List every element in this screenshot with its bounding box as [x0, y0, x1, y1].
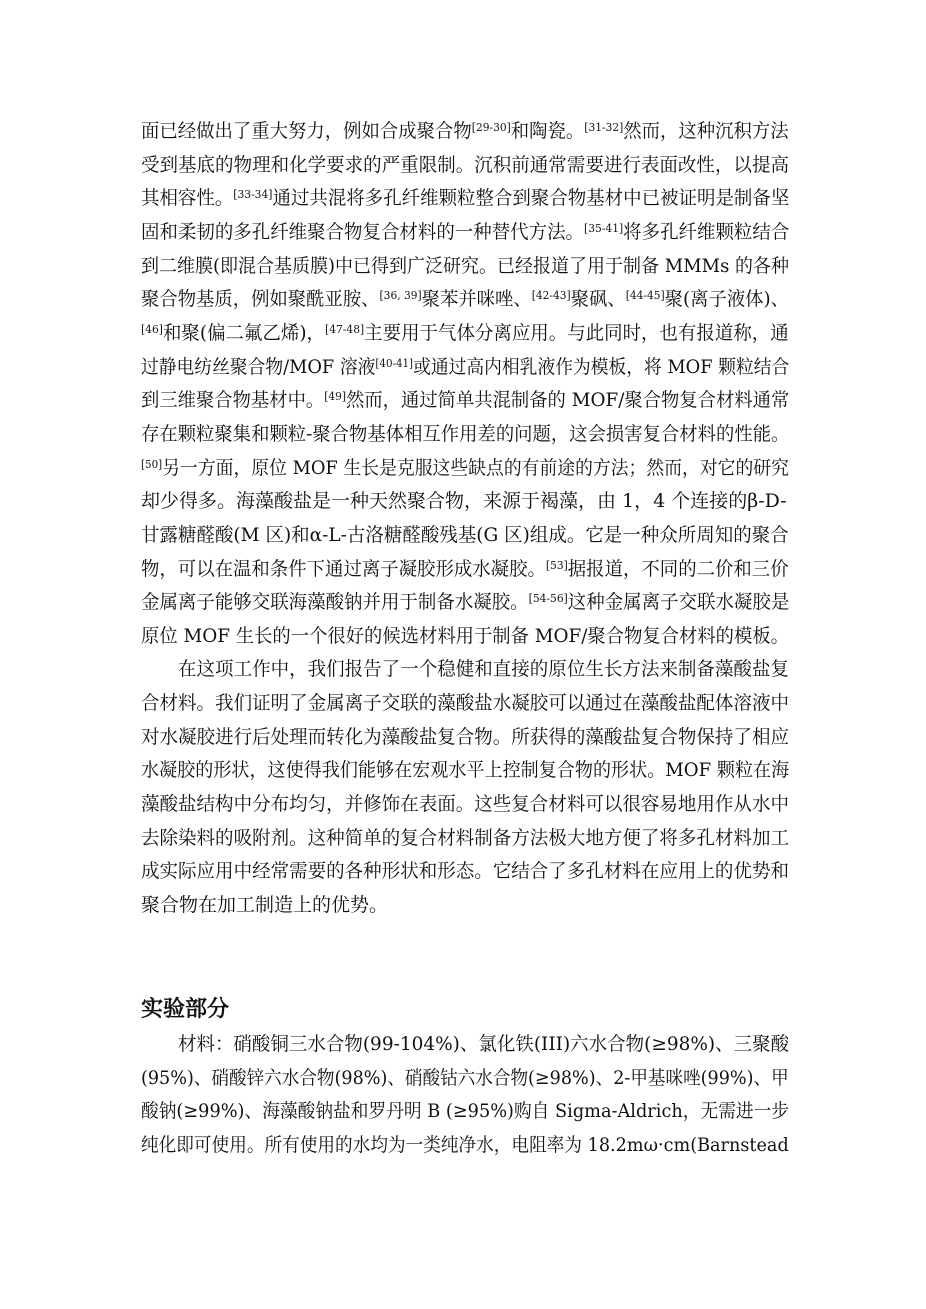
- text-run: 然而，通过简单共混制备的 MOF/聚合物复合材料通常: [346, 389, 790, 412]
- text-run: 这种金属离子交联水凝胶是: [567, 591, 790, 614]
- citation-ref: [36, 39]: [379, 289, 422, 303]
- text-line: [141, 552, 789, 586]
- text-run: 其相容性。: [141, 187, 234, 210]
- text-line: [141, 686, 789, 720]
- citation-ref: [35-41]: [584, 221, 624, 235]
- text-line: [141, 148, 789, 182]
- citation-ref: [54-56]: [528, 592, 568, 606]
- text-line: [141, 181, 789, 215]
- text-run: 在这项工作中，我们报告了一个稳健和直接的原位生长方法来制备藻酸盐复: [141, 658, 789, 681]
- text-line: [141, 417, 789, 451]
- text-line: [141, 1027, 789, 1061]
- text-run: 酸钠(≥99%)、海藻酸钠盐和罗丹明 B (≥95%)购自 Sigma-Aldrich，无需进一步: [141, 1100, 790, 1123]
- text-run: 藻酸盐结构中分布均匀，并修饰在表面。这些复合材料可以很容易地用作从水中: [141, 793, 789, 815]
- text-line: [141, 249, 789, 283]
- text-run: 物，可以在温和条件下通过离子凝胶形成水凝胶。: [141, 557, 546, 580]
- citation-ref: [42-43]: [531, 289, 571, 303]
- section-heading: 实验部分: [141, 997, 230, 1022]
- text-run: 固和柔韧的多孔纤维聚合物复合材料的一种替代方法。: [141, 220, 585, 243]
- citation-ref: [50]: [141, 457, 163, 471]
- citation-ref: [29-30]: [471, 121, 511, 134]
- text-run: 存在颗粒聚集和颗粒-聚合物基体相互作用差的问题，这会损害复合材料的性能。: [141, 422, 790, 445]
- text-line: [141, 652, 789, 686]
- text-line: [141, 114, 789, 148]
- text-line: [141, 316, 789, 350]
- text-run: 去除染料的吸附剂。这种简单的复合材料制备方法极大地方便了将多孔材料加工: [141, 826, 789, 849]
- text-line: [141, 787, 789, 821]
- text-run: 和陶瓷。: [510, 120, 585, 142]
- text-line: [141, 888, 388, 922]
- text-run: 水凝胶的形状，这使得我们能够在宏观水平上控制复合物的形状。MOF 颗粒在海: [141, 759, 790, 782]
- text-run: 纯化即可使用。所有使用的水均为一类纯净水，电阻率为 18.2mω·cm(Barnstead: [141, 1134, 789, 1156]
- text-run: 到三维聚合物基材中。: [141, 389, 325, 412]
- text-line: [141, 720, 789, 754]
- text-line: [141, 350, 789, 384]
- text-run: 据报道，不同的二价和三价: [567, 557, 789, 580]
- text-run: 金属离子能够交联海藻酸钠并用于制备水凝胶。: [141, 591, 529, 614]
- text-line: [141, 451, 789, 485]
- citation-ref: [49]: [324, 390, 347, 404]
- text-run: 甘露糖醛酸(M 区)和α-L-古洛糖醛酸残基(G 区)组成。它是一种众所周知的聚合: [141, 523, 789, 546]
- text-run: 原位 MOF 生长的一个很好的候选材料用于制备 MOF/聚合物复合材料的模板。: [141, 624, 789, 647]
- text-run: 聚砜、: [570, 288, 626, 311]
- text-line: [141, 1061, 789, 1095]
- text-run: 另一方面，原位 MOF 生长是克服这些缺点的有前途的方法；然而，对它的研究: [162, 456, 789, 479]
- citation-ref: [31-32]: [584, 121, 624, 134]
- text-run: 通过共混将多孔纤维颗粒整合到聚合物基材中已被证明是制备坚: [272, 187, 790, 210]
- text-line: [141, 753, 789, 787]
- text-line: [141, 518, 789, 552]
- text-run: 主要用于气体分离应用。与此同时，也有报道称，通: [364, 321, 789, 344]
- citation-ref: [33-34]: [233, 188, 273, 202]
- text-run: 过静电纺丝聚合物/MOF 溶液: [141, 355, 376, 378]
- text-run: (95%)、硝酸锌六水合物(98%)、硝酸钴六水合物(≥98%)、2-甲基咪唑(99%)、甲: [141, 1066, 789, 1089]
- citation-ref: [46]: [141, 322, 163, 336]
- text-run: 却少得多。海藻酸盐是一种天然聚合物，来源于褐藻，由 1，4 个连接的β-D-: [141, 490, 787, 513]
- text-line: [141, 215, 789, 249]
- citation-ref: [47-48]: [325, 322, 365, 336]
- text-run: 聚合物基质，例如聚酰亚胺、: [141, 288, 380, 311]
- text-line: [141, 1128, 789, 1162]
- text-run: 然而，这种沉积方法: [623, 120, 789, 142]
- text-run: 和聚(偏二氟乙烯)，: [162, 321, 326, 344]
- text-line: [141, 383, 789, 417]
- citation-ref: [53]: [545, 558, 568, 572]
- text-line: [141, 854, 789, 888]
- text-run: 对水凝胶进行后处理而转化为藻酸盐复合物。所获得的藻酸盐复合物保持了相应: [141, 725, 789, 748]
- text-line: [141, 1094, 789, 1128]
- text-run: 面已经做出了重大努力，例如合成聚合物: [141, 120, 472, 142]
- text-run: 到二维膜(即混合基质膜)中已得到广泛研究。已经报道了用于制备 MMMs 的各种: [141, 254, 790, 277]
- text-run: 材料：硝酸铜三水合物(99-104%)、氯化铁(III)六水合物(≥98%)、三聚酸: [141, 1033, 790, 1055]
- text-run: 聚合物在加工制造上的优势。: [141, 893, 389, 916]
- citation-ref: [40-41]: [375, 356, 414, 370]
- text-run: 受到基底的物理和化学要求的严重限制。沉积前通常需要进行表面改性，以提高: [141, 153, 789, 176]
- text-line: [141, 282, 789, 316]
- text-run: 将多孔纤维颗粒结合: [623, 220, 790, 243]
- citation-ref: [44-45]: [625, 289, 665, 303]
- text-run: 成实际应用中经常需要的各种形状和形态。它结合了多孔材料在应用上的优势和: [141, 860, 789, 883]
- text-line: [141, 484, 787, 518]
- text-run: 聚苯并咪唑、: [421, 288, 532, 311]
- text-run: 聚(离子液体)、: [664, 288, 790, 311]
- text-line: [141, 821, 789, 855]
- text-line: [141, 619, 789, 653]
- text-run: 合材料。我们证明了金属离子交联的藻酸盐水凝胶可以通过在藻酸盐配体溶液中: [141, 692, 789, 714]
- text-run: 或通过高内相乳液作为模板，将 MOF 颗粒结合: [413, 355, 790, 378]
- text-line: [141, 585, 789, 619]
